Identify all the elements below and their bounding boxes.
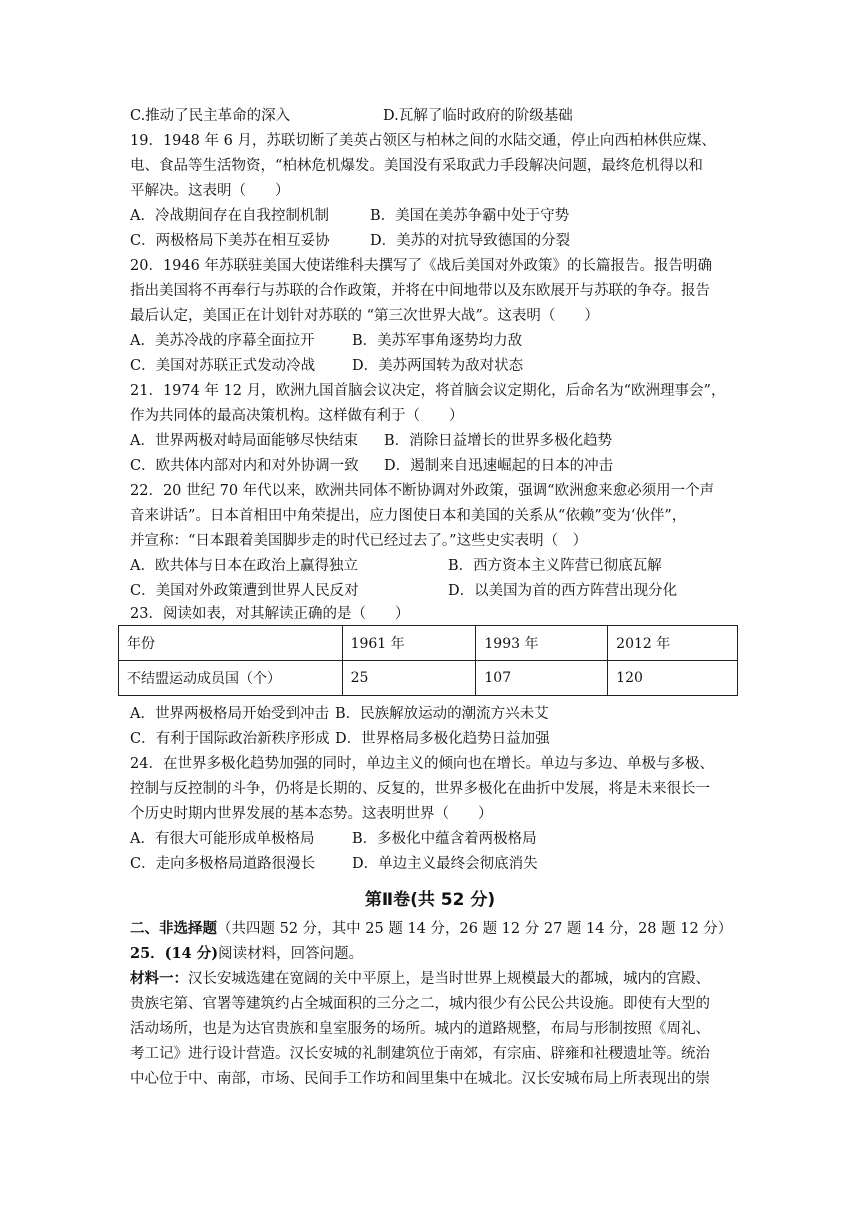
table-row bbox=[119, 661, 738, 696]
material-line: 考工记》进行设计营造。汉长安城的礼制建筑位于南郊，有宗庙、辟雍和社稷遗址等。统治 bbox=[130, 1046, 710, 1062]
table-header-cell: 年份 bbox=[119, 626, 343, 661]
q25-instruction: 阅读材料，回答问题。 bbox=[218, 946, 364, 962]
q22-option-b: B．西方资本主义阵营已彻底瓦解 bbox=[448, 558, 662, 574]
q22-option-a: A．欧共体与日本在政治上赢得独立 bbox=[130, 558, 358, 574]
q24-stem-line: 控制与反控制的斗争，仍将是长期的、反复的，世界多极化在曲折中发展，将是未来很长一 bbox=[130, 781, 710, 797]
q24-option-c: C．走向多极格局道路很漫长 bbox=[130, 856, 316, 872]
q20-stem-line: 最后认定，美国正在计划针对苏联的 “第三次世界大战”。这表明（ ） bbox=[130, 308, 599, 324]
q22-stem-line: 音来讲话”。日本首相田中角荣提出，应力图使日本和美国的关系从“依赖”变为‘伙伴”， bbox=[130, 508, 687, 524]
part2-heading-detail: （共四题 52 分，其中 25 题 14 分，26 题 12 分 27 题 14 分，28 题 12 分） bbox=[217, 921, 733, 937]
q20-stem-line: 20．1946 年苏联驻美国大使诺维科夫撰写了《战后美国对外政策》的长篇报告。报告明确 bbox=[130, 258, 712, 274]
material-line bbox=[130, 969, 710, 989]
part2-heading-label: 二、非选择题 bbox=[130, 920, 217, 937]
q23-option-c: C．有利于国际政治新秩序形成 bbox=[130, 731, 330, 747]
q24-stem-line: 个历史时期内世界发展的基本态势。这表明世界（ ） bbox=[130, 806, 493, 822]
q19-stem-line: 电、食品等生活物资，“柏林危机爆发。美国没有采取武力手段解决问题，最终危机得以和 bbox=[130, 158, 703, 174]
q20-stem-line: 指出美国将不再奉行与苏联的合作政策，并将在中间地带以及东欧展开与苏联的争夺。报告 bbox=[130, 283, 710, 299]
q23-data-table bbox=[118, 625, 738, 696]
q19-option-a: A．冷战期间存在自我控制机制 bbox=[130, 208, 329, 224]
q23-option-b: B．民族解放运动的潮流方兴未艾 bbox=[335, 706, 549, 722]
q20-option-d: D．美苏两国转为敌对状态 bbox=[352, 358, 524, 374]
material-line: 中心位于中、南部，市场、民间手工作坊和闾里集中在城北。汉长安城布局上所表现出的崇 bbox=[130, 1071, 710, 1087]
section-title: 第Ⅱ卷(共 52 分) bbox=[364, 890, 496, 910]
q23-stem-line: 23．阅读如表，对其解读正确的是（ ） bbox=[130, 606, 410, 622]
q22-stem-line: 并宣称：“日本跟着美国脚步走的时代已经过去了。”这些史实表明（ ） bbox=[130, 533, 588, 549]
material-label: 材料一： bbox=[130, 970, 188, 987]
q21-option-a: A．世界两极对峙局面能够尽快结束 bbox=[130, 433, 358, 449]
q23-option-a: A．世界两极格局开始受到冲击 bbox=[130, 706, 329, 722]
q20-option-c: C．美国对苏联正式发动冷战 bbox=[130, 358, 316, 374]
q21-stem-line: 21．1974 年 12 月，欧洲九国首脑会议决定，将首脑会议定期化，后命名为“欧洲理事会”， bbox=[130, 383, 726, 399]
q25-heading bbox=[130, 944, 363, 964]
table-cell: 25 bbox=[342, 661, 476, 696]
q19-stem-line: 平解决。这表明（ ） bbox=[130, 183, 290, 199]
q19-option-b: B．美国在美苏争霸中处于守势 bbox=[370, 208, 570, 224]
table-header-cell: 2012 年 bbox=[608, 626, 738, 661]
q18-option-c: C.推动了民主革命的深入 bbox=[130, 108, 291, 124]
q24-option-d: D．单边主义最终会彻底消失 bbox=[352, 856, 538, 872]
q20-option-b: B．美苏军事角逐势均力敌 bbox=[352, 333, 523, 349]
table-row bbox=[119, 626, 738, 661]
material-line: 活动场所，也是为达官贵族和皇室服务的场所。城内的道路规整，布局与形制按照《周礼、 bbox=[130, 1021, 710, 1037]
material-text: 汉长安城选建在宽阔的关中平原上，是当时世界上规模最大的都城，城内的宫殿、 bbox=[188, 971, 710, 987]
table-cell: 107 bbox=[476, 661, 608, 696]
q24-option-b: B．多极化中蕴含着两极格局 bbox=[352, 831, 537, 847]
q25-number: 25．(14 分) bbox=[130, 945, 219, 962]
q19-option-c: C．两极格局下美苏在相互妥协 bbox=[130, 233, 330, 249]
q23-option-d: D．世界格局多极化趋势日益加强 bbox=[335, 731, 550, 747]
q21-stem-line: 作为共同体的最高决策机构。这样做有利于（ ） bbox=[130, 408, 464, 424]
q22-option-c: C．美国对外政策遭到世界人民反对 bbox=[130, 583, 359, 599]
q21-option-c: C．欧共体内部对内和对外协调一致 bbox=[130, 458, 359, 474]
q21-option-b: B．消除日益增长的世界多极化趋势 bbox=[384, 433, 613, 449]
table-cell: 不结盟运动成员国（个） bbox=[119, 661, 343, 696]
table-header-cell: 1961 年 bbox=[342, 626, 476, 661]
q24-option-a: A．有很大可能形成单极格局 bbox=[130, 831, 315, 847]
q20-option-a: A．美苏冷战的序幕全面拉开 bbox=[130, 333, 315, 349]
table-cell: 120 bbox=[608, 661, 738, 696]
part2-heading bbox=[130, 919, 732, 939]
q18-option-d: D.瓦解了临时政府的阶级基础 bbox=[383, 108, 573, 124]
q24-stem-line: 24．在世界多极化趋势加强的同时，单边主义的倾向也在增长。单边与多边、单极与多极、 bbox=[130, 756, 714, 772]
q22-option-d: D．以美国为首的西方阵营出现分化 bbox=[448, 583, 678, 599]
q19-stem-line: 19．1948 年 6 月，苏联切断了美英占领区与柏林之间的水陆交通，停止向西柏林供应煤、 bbox=[130, 133, 716, 149]
q19-option-d: D．美苏的对抗导致德国的分裂 bbox=[370, 233, 571, 249]
q21-option-d: D．遏制来自迅速崛起的日本的冲击 bbox=[384, 458, 614, 474]
table-header-cell: 1993 年 bbox=[476, 626, 608, 661]
q22-stem-line: 22．20 世纪 70 年代以来，欧洲共同体不断协调对外政策，强调“欧洲愈来愈必须用一个声 bbox=[130, 483, 715, 499]
material-line: 贵族宅第、官署等建筑约占全城面积的三分之二，城内很少有公民公共设施。即使有大型的 bbox=[130, 996, 710, 1012]
